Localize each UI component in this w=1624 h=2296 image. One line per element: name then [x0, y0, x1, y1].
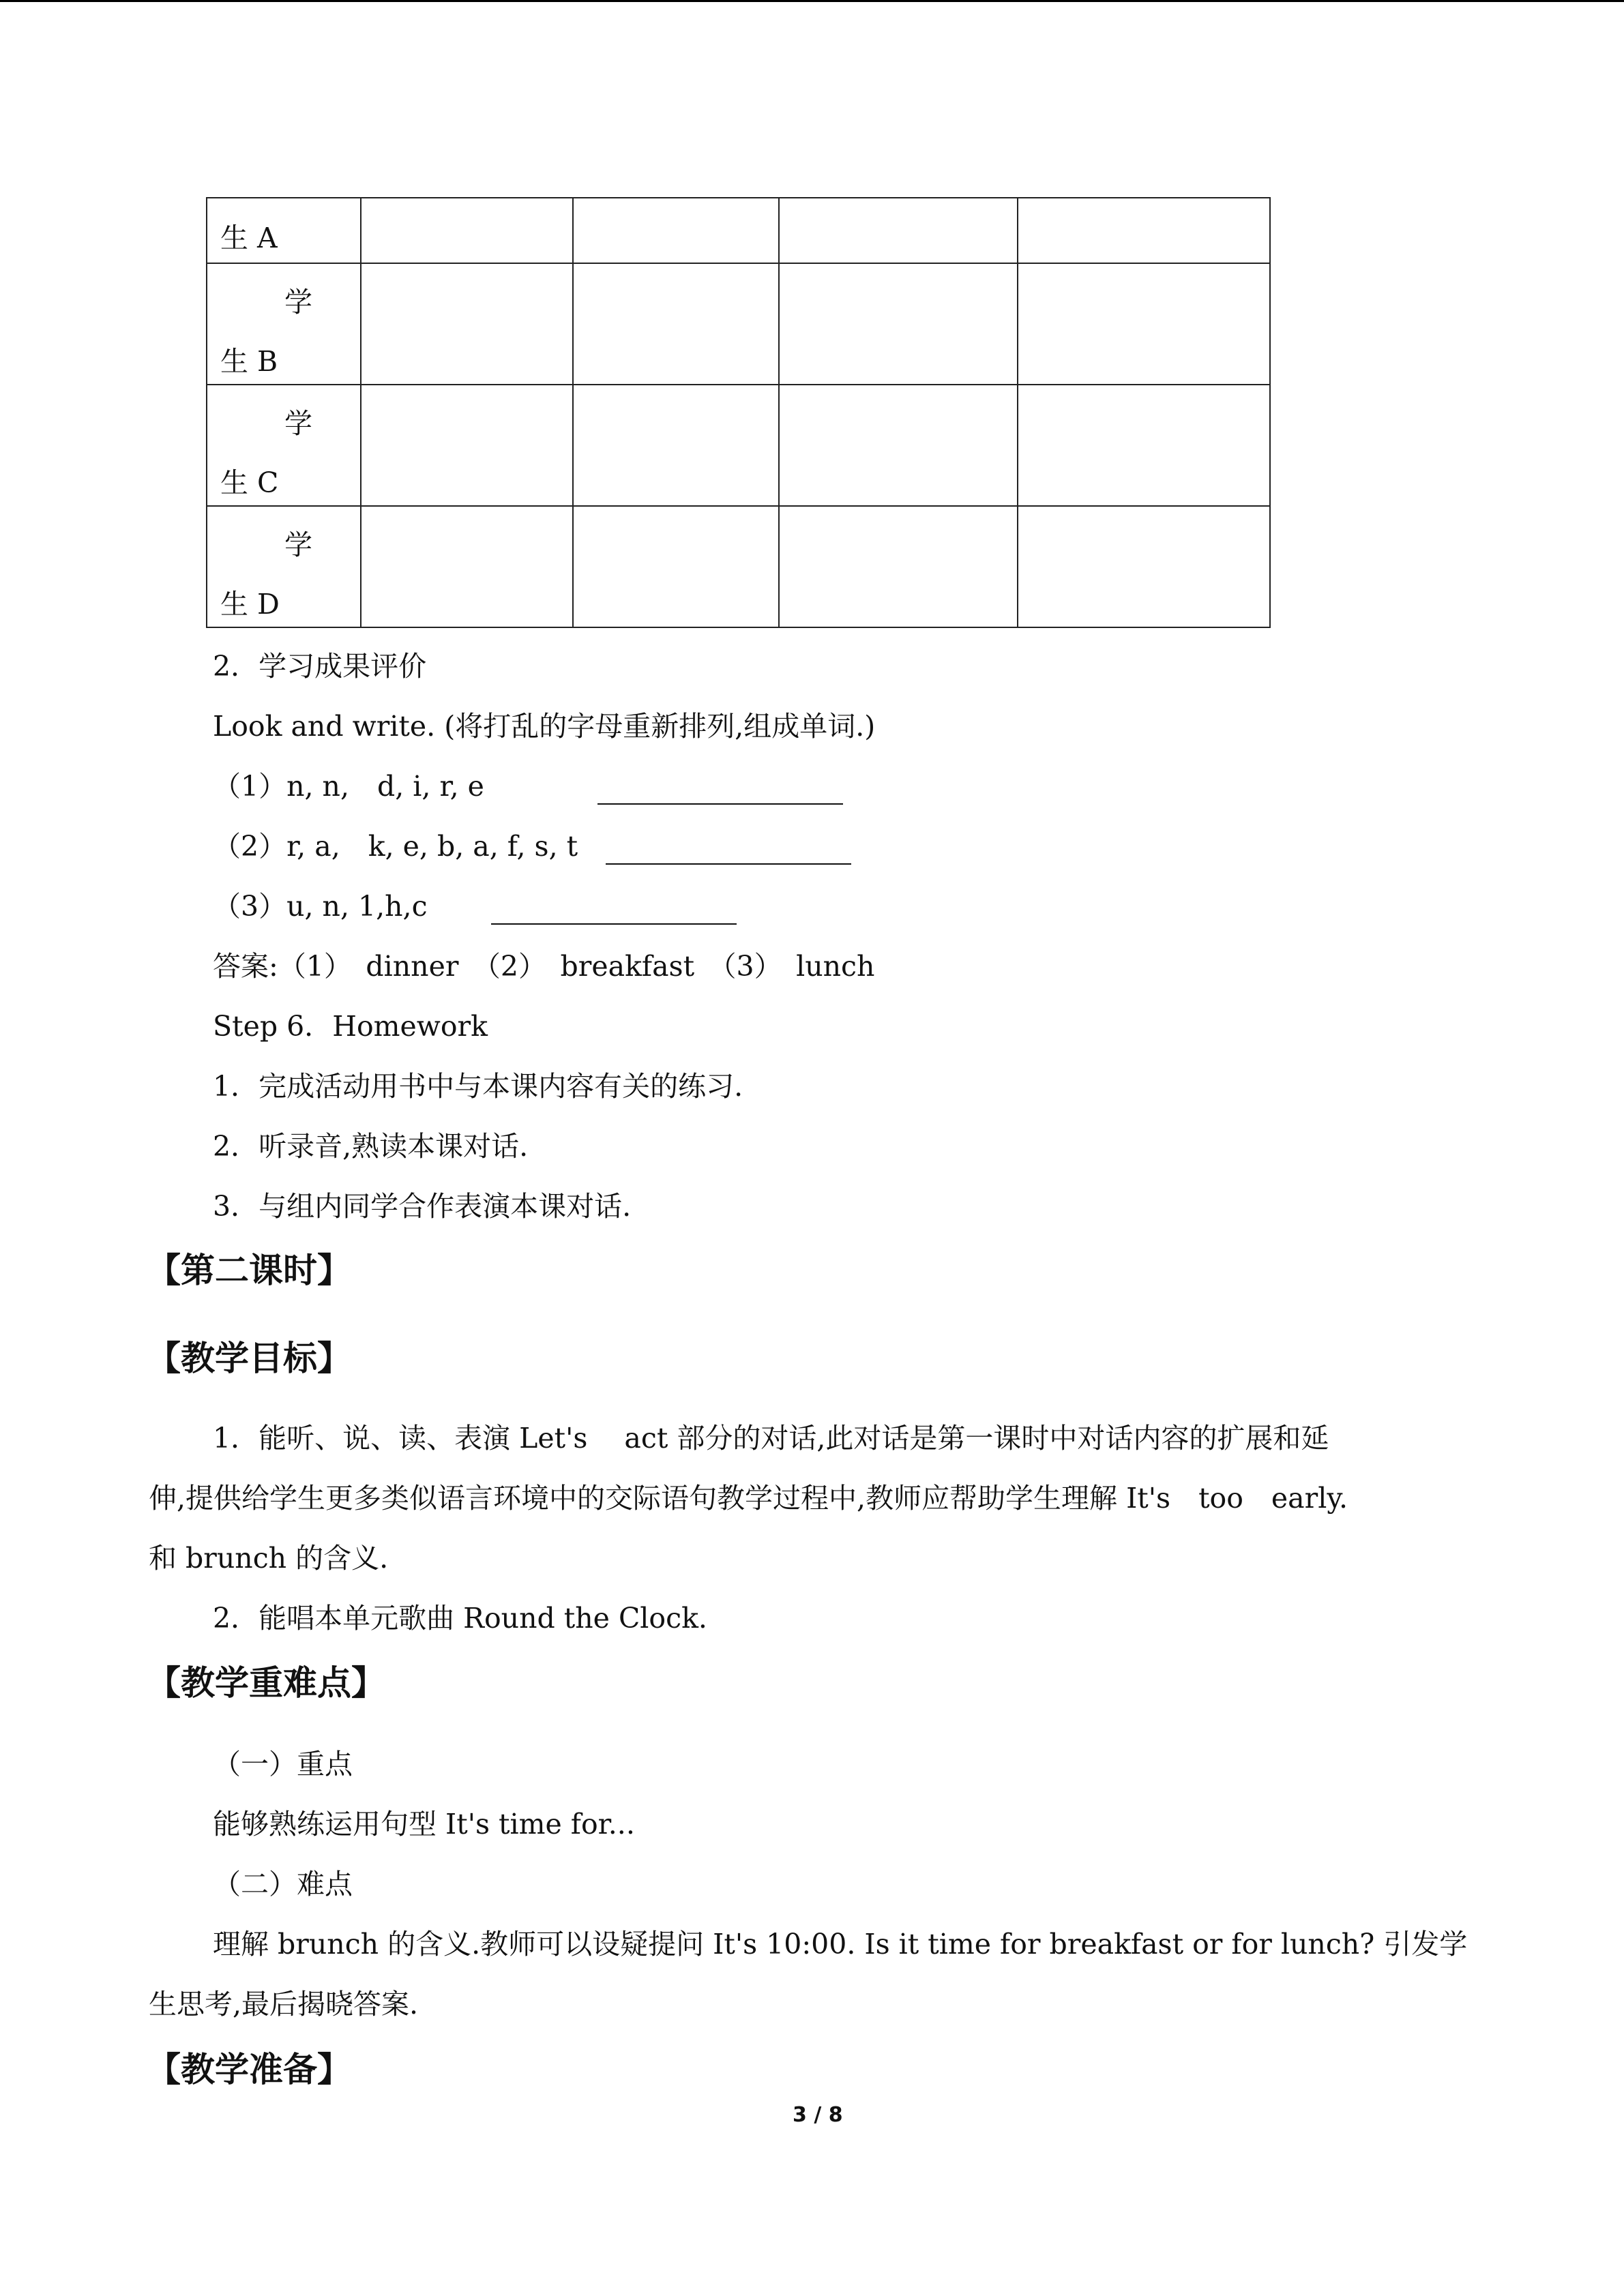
table-cell	[779, 385, 1018, 506]
row-label-top: 学	[284, 528, 312, 561]
objective-1-line-1: 1．能听、说、读、表演 Let's act 部分的对话,此对话是第一课时中对话内容的扩展和延	[213, 1422, 1329, 1455]
table-row	[207, 506, 1270, 627]
table-cell	[1018, 263, 1270, 385]
homework-item: 2．听录音,熟读本课对话.	[213, 1130, 529, 1163]
difficulty-label: （二）难点	[213, 1868, 353, 1900]
lesson2-title: 【第二课时】	[147, 1251, 351, 1290]
row-label-cell	[207, 198, 361, 263]
table-row	[207, 385, 1270, 506]
difficulty-line-1: 理解 brunch 的含义.教师可以设疑提问 It's 10:00. Is it time for breakfast or for lunch? 引发学	[213, 1928, 1468, 1960]
table-cell	[1018, 198, 1270, 263]
exercise-item	[213, 770, 484, 803]
table-row	[207, 263, 1270, 385]
objective-1-line-3: 和 brunch 的含义.	[149, 1542, 389, 1575]
row-label-top: 学	[284, 286, 312, 318]
table-cell	[361, 506, 573, 627]
objective-1-line-2: 伸,提供给学生更多类似语言环境中的交际语句教学过程中,教师应帮助学生理解 It's too early.	[149, 1482, 1348, 1515]
homework-item: 1．完成活动用书中与本课内容有关的练习.	[213, 1070, 743, 1103]
answer-blank	[491, 897, 737, 925]
table-cell	[361, 385, 573, 506]
exercise-item-text: （3）u, n, 1,h,c	[213, 890, 428, 923]
difficulty-line-2: 生思考,最后揭晓答案.	[149, 1988, 419, 2021]
row-label-bottom: 生 B	[220, 345, 278, 378]
exercise-item	[213, 890, 428, 923]
evaluation-heading: 2．学习成果评价	[213, 650, 427, 683]
row-label-cell	[207, 506, 361, 627]
homework-item: 3．与组内同学合作表演本课对话.	[213, 1190, 632, 1223]
answer-key: 答案:（1） dinner （2） breakfast （3） lunch	[213, 950, 875, 983]
table-cell	[779, 263, 1018, 385]
row-label-bottom: 生 D	[220, 588, 280, 621]
exercise-item-text: （1）n, n, d, i, r, e	[213, 770, 484, 803]
table-cell	[573, 198, 779, 263]
page-top-border	[0, 0, 1624, 2]
table-cell	[1018, 506, 1270, 627]
table-cell	[573, 385, 779, 506]
table-row	[207, 198, 1270, 263]
row-label-cell	[207, 385, 361, 506]
exercise-item	[213, 830, 578, 863]
prep-heading: 【教学准备】	[147, 2050, 351, 2089]
evaluation-table	[206, 197, 1271, 628]
keypoints-heading: 【教学重难点】	[147, 1663, 385, 1703]
focus-text: 能够熟练运用句型 It's time for...	[213, 1808, 635, 1840]
page-number: 3 / 8	[793, 2103, 843, 2127]
row-label-cell	[207, 263, 361, 385]
table-cell	[573, 506, 779, 627]
table-cell	[779, 506, 1018, 627]
answer-blank	[597, 777, 843, 805]
table-cell	[361, 198, 573, 263]
table-cell	[779, 198, 1018, 263]
homework-heading: Step 6．Homework	[213, 1010, 488, 1043]
row-label-bottom: 生 C	[220, 466, 279, 499]
exercise-item-text: （2）r, a, k, e, b, a, f, s, t	[213, 830, 578, 863]
objective-2: 2．能唱本单元歌曲 Round the Clock.	[213, 1602, 707, 1635]
table-cell	[1018, 385, 1270, 506]
row-label-top: 学	[284, 407, 312, 440]
objectives-heading: 【教学目标】	[147, 1339, 351, 1378]
table-cell	[573, 263, 779, 385]
answer-blank	[606, 837, 851, 865]
evaluation-instruction: Look and write. (将打乱的字母重新排列,组成单词.)	[213, 710, 876, 743]
row-label-bottom: 生 A	[220, 222, 278, 254]
table-cell	[361, 263, 573, 385]
focus-label: （一）重点	[213, 1748, 353, 1780]
